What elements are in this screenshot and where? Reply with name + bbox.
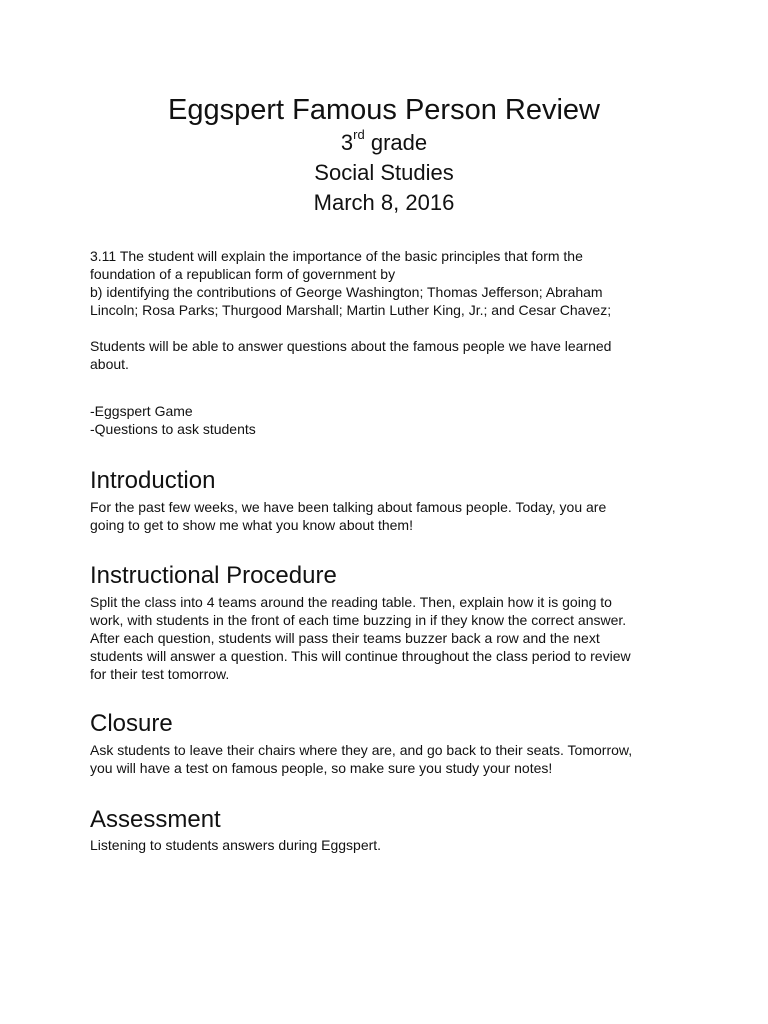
grade-word: grade <box>370 130 428 155</box>
procedure-line: Split the class into 4 teams around the reading table. Then, explain how it is going to <box>90 594 612 610</box>
procedure-line: work, with students in the front of each time buzzing in if they know the correct answer. <box>90 612 627 628</box>
assessment-paragraph <box>90 836 690 854</box>
lesson-date: March 8, 2016 <box>313 190 455 215</box>
objective-line: Students will be able to answer questions about the famous people we have learned <box>90 338 612 354</box>
grade-level <box>0 126 768 157</box>
procedure-line: for their test tomorrow. <box>90 666 230 682</box>
closure-paragraph <box>90 741 690 777</box>
materials-item: -Eggspert Game <box>90 403 193 419</box>
introduction-heading: Introduction <box>90 467 216 494</box>
procedure-heading: Instructional Procedure <box>90 562 337 589</box>
materials-list <box>90 402 690 438</box>
document-title: Eggspert Famous Person Review <box>168 94 600 126</box>
introduction-line: For the past few weeks, we have been talking about famous people. Today, you are <box>90 499 607 515</box>
closure-heading: Closure <box>90 710 173 737</box>
closure-line: you will have a test on famous people, so make sure you study your notes! <box>90 760 553 776</box>
introduction-paragraph <box>90 498 690 534</box>
grade-number: 3 <box>340 130 354 155</box>
procedure-line: After each question, students will pass their teams buzzer back a row and the next <box>90 630 600 646</box>
assessment-heading: Assessment <box>90 806 221 833</box>
objective-line: about. <box>90 356 129 372</box>
introduction-line: going to get to show me what you know about them! <box>90 517 413 533</box>
closure-line: Ask students to leave their chairs where they are, and go back to their seats. Tomorrow, <box>90 742 633 758</box>
standard-line: 3.11 The student will explain the importance of the basic principles that form the <box>90 248 583 264</box>
materials-item: -Questions to ask students <box>90 421 256 437</box>
procedure-paragraph <box>90 593 690 683</box>
assessment-line: Listening to students answers during Eggspert. <box>90 837 382 853</box>
grade-suffix: rd <box>353 126 365 142</box>
procedure-line: students will answer a question. This will continue throughout the class period to review <box>90 648 631 664</box>
standard-line: b) identifying the contributions of George Washington; Thomas Jefferson; Abraham <box>90 284 603 300</box>
standard-line: foundation of a republican form of government by <box>90 266 396 282</box>
standard-paragraph <box>90 247 690 319</box>
objective-paragraph <box>90 337 690 373</box>
subject: Social Studies <box>314 160 454 185</box>
standard-line: Lincoln; Rosa Parks; Thurgood Marshall; Martin Luther King, Jr.; and Cesar Chavez; <box>90 302 612 318</box>
